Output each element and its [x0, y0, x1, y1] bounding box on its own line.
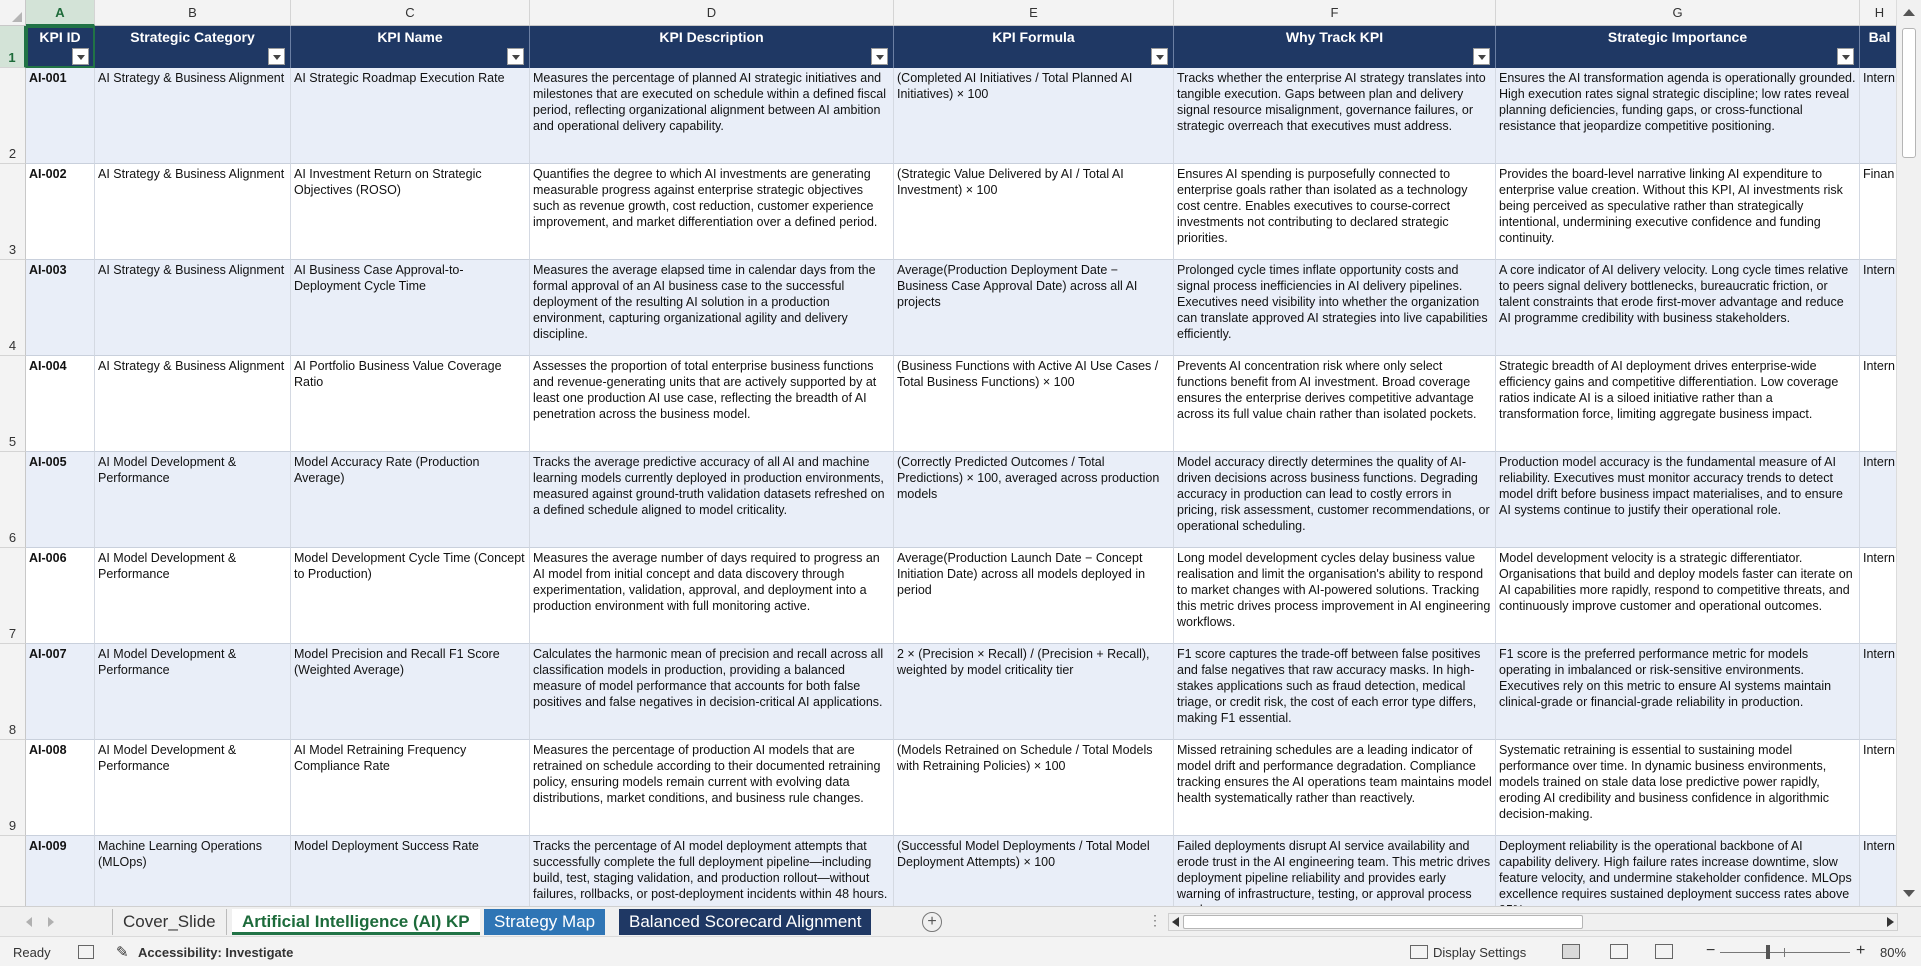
- row-header-3[interactable]: 3: [0, 164, 26, 260]
- sheet-tab-bar: [0, 906, 1921, 936]
- header-label: KPI Name: [377, 29, 443, 45]
- table-cell-description[interactable]: Measures the average elapsed time in calendar days from the formal approval of an AI business case to the successful deployment of the resulting AI solution in a production environment, capturing organizational agility and delivery discipline.: [530, 260, 894, 356]
- filter-dropdown-icon[interactable]: [268, 48, 285, 65]
- row-header-7[interactable]: 7: [0, 548, 26, 644]
- table-header-bal[interactable]: [1860, 26, 1900, 68]
- filter-dropdown-icon[interactable]: [507, 48, 524, 65]
- table-header-kpi-description[interactable]: [530, 26, 894, 68]
- normal-view-icon[interactable]: [1562, 944, 1580, 959]
- row-header-9[interactable]: 9: [0, 740, 26, 836]
- table-cell-perspective[interactable]: Intern: [1860, 836, 1900, 932]
- table-cell-category[interactable]: AI Strategy & Business Alignment: [95, 260, 291, 356]
- row-header-5[interactable]: 5: [0, 356, 26, 452]
- table-header-strategic-category[interactable]: [95, 26, 291, 68]
- table-cell-why[interactable]: Prolonged cycle times inflate opportunity costs and signal process inefficiencies in AI delivery pipelines. Executives need visibility into whether the organization can translate approved AI strategies into live capabilities efficiently.: [1174, 260, 1496, 356]
- table-cell-id[interactable]: AI-006: [26, 548, 95, 644]
- tab-splitter-handle[interactable]: ⋮: [1148, 912, 1162, 928]
- table-cell-description[interactable]: Tracks the percentage of AI model deployment attempts that successfully complete the full deployment pipeline—including build, test, staging validation, and production rollout—without failures, rollbacks, or post-deployment incidents within 48 hours.: [530, 836, 894, 932]
- table-cell-category[interactable]: AI Model Development & Performance: [95, 644, 291, 740]
- scroll-down-arrow-icon[interactable]: [1903, 890, 1915, 897]
- table-cell-perspective[interactable]: Intern: [1860, 644, 1900, 740]
- column-header-g[interactable]: G: [1496, 0, 1860, 26]
- header-label: Strategic Category: [130, 29, 255, 45]
- header-label: KPI ID: [39, 29, 81, 45]
- table-cell-why[interactable]: Missed retraining schedules are a leading indicator of model drift and performance degradation. Compliance tracking ensures the AI operations team maintains model health systematically rather than reactively.: [1174, 740, 1496, 836]
- table-cell-importance[interactable]: F1 score is the preferred performance metric for models operating in imbalanced or risk-sensitive environments. Executives rely on this metric to ensure AI systems maintain clinical-grade or financial-grade reliability in production.: [1496, 644, 1860, 740]
- table-cell-perspective[interactable]: Finan: [1860, 164, 1900, 260]
- scroll-up-arrow-icon[interactable]: [1903, 9, 1915, 16]
- table-cell-perspective[interactable]: Intern: [1860, 260, 1900, 356]
- table-cell-name[interactable]: AI Strategic Roadmap Execution Rate: [291, 68, 530, 164]
- table-cell-description[interactable]: Quantifies the degree to which AI investments are generating measurable progress against enterprise strategic objectives such as revenue growth, cost reduction, customer experience improvement, and market differentiation over a defined period.: [530, 164, 894, 260]
- table-cell-why[interactable]: Prevents AI concentration risk where only select functions benefit from AI investment. Broad coverage ensures the enterprise derives competitive advantage across its full value chain rather than isolated pockets.: [1174, 356, 1496, 452]
- table-cell-id[interactable]: AI-001: [26, 68, 95, 164]
- table-cell-perspective[interactable]: Intern: [1860, 68, 1900, 164]
- table-cell-id[interactable]: AI-004: [26, 356, 95, 452]
- table-cell-formula[interactable]: Average(Production Launch Date − Concept Initiation Date) across all models deployed in period: [894, 548, 1174, 644]
- header-label: Strategic Importance: [1607, 29, 1748, 45]
- table-cell-formula[interactable]: (Correctly Predicted Outcomes / Total Predictions) × 100, averaged across production models: [894, 452, 1174, 548]
- table-cell-category[interactable]: Machine Learning Operations (MLOps): [95, 836, 291, 932]
- table-cell-category[interactable]: AI Model Development & Performance: [95, 548, 291, 644]
- table-cell-id[interactable]: AI-005: [26, 452, 95, 548]
- table-header-why-track-kpi[interactable]: [1174, 26, 1496, 68]
- scroll-right-arrow-icon[interactable]: [1887, 917, 1894, 927]
- vertical-scrollbar[interactable]: [1896, 0, 1921, 906]
- table-cell-name[interactable]: AI Model Retraining Frequency Compliance Rate: [291, 740, 530, 836]
- table-cell-perspective[interactable]: Intern: [1860, 452, 1900, 548]
- table-cell-name[interactable]: Model Accuracy Rate (Production Average): [291, 452, 530, 548]
- zoom-out-button[interactable]: −: [1706, 942, 1716, 959]
- table-cell-category[interactable]: AI Model Development & Performance: [95, 740, 291, 836]
- table-cell-formula[interactable]: (Strategic Value Delivered by AI / Total AI Investment) × 100: [894, 164, 1174, 260]
- table-cell-description[interactable]: Measures the percentage of production AI models that are retrained on schedule according to their documented retraining policy, ensuring models remain current with evolving data distributions, market conditions, and business rule changes.: [530, 740, 894, 836]
- sheet-tab-cover-slide[interactable]: Cover_Slide: [112, 909, 227, 935]
- table-cell-category[interactable]: AI Model Development & Performance: [95, 452, 291, 548]
- table-cell-perspective[interactable]: Intern: [1860, 548, 1900, 644]
- page-break-preview-icon[interactable]: [1655, 944, 1673, 959]
- zoom-level[interactable]: 80%: [1880, 945, 1907, 960]
- column-header-b[interactable]: B: [95, 0, 291, 26]
- display-settings-button[interactable]: Display Settings: [1433, 945, 1527, 960]
- row-header-4[interactable]: 4: [0, 260, 26, 356]
- table-cell-importance[interactable]: A core indicator of AI delivery velocity. Long cycle times relative to peers signal delivery bottlenecks, bureaucratic friction, or talent constraints that erode first-mover advantage and reduce AI programme credibility with business stakeholders.: [1496, 260, 1860, 356]
- table-cell-name[interactable]: Model Development Cycle Time (Concept to Production): [291, 548, 530, 644]
- select-all-corner[interactable]: [0, 0, 26, 26]
- column-header-h[interactable]: H: [1860, 0, 1900, 26]
- sheet-tab-balanced-scorecard[interactable]: Balanced Scorecard Alignment: [619, 909, 871, 935]
- table-cell-perspective[interactable]: Intern: [1860, 356, 1900, 452]
- table-cell-importance[interactable]: Systematic retraining is essential to sustaining model performance over time. In dynamic business environments, models trained on stale data lose predictive power rapidly, eroding AI credibility and business confidence in algorithmic decision-making.: [1496, 740, 1860, 836]
- table-cell-id[interactable]: AI-007: [26, 644, 95, 740]
- table-cell-importance[interactable]: Ensures the AI transformation agenda is operationally grounded. High execution rates signal strategic discipline; low rates reveal planning deficiencies, funding gaps, or cross-functional resistance that jeopardize competitive positioning.: [1496, 68, 1860, 164]
- row-header-2[interactable]: 2: [0, 68, 26, 164]
- table-cell-why[interactable]: Failed deployments disrupt AI service availability and erode trust in the AI engineering team. This metric drives deployment pipeline reliability and provides early warning of infrastructure, testing, or approval process: [1174, 836, 1496, 932]
- row-header-8[interactable]: 8: [0, 644, 26, 740]
- table-cell-why[interactable]: Model accuracy directly determines the quality of AI-driven decisions across business functions. Degrading accuracy in production can lead to costly errors in pricing, risk assessment, customer recommendations, or operational scheduling.: [1174, 452, 1496, 548]
- filter-dropdown-icon[interactable]: [1837, 48, 1854, 65]
- row-header-6[interactable]: 6: [0, 452, 26, 548]
- table-cell-importance[interactable]: Production model accuracy is the fundamental measure of AI reliability. Executives must monitor accuracy trends to detect model drift before business impact materialises, and to ensure AI systems continue to justify their operational role.: [1496, 452, 1860, 548]
- table-cell-why[interactable]: F1 score captures the trade-off between false positives and false negatives that raw accuracy masks. In high-stakes applications such as fraud detection, medical triage, or credit risk, the cost of each error type differs, making F1 essential.: [1174, 644, 1496, 740]
- plus-circle-icon[interactable]: +: [922, 912, 942, 932]
- table-cell-formula[interactable]: (Models Retrained on Schedule / Total Models with Retraining Policies) × 100: [894, 740, 1174, 836]
- header-label: KPI Description: [659, 29, 764, 45]
- table-cell-why[interactable]: Tracks whether the enterprise AI strategy translates into tangible execution. Gaps between plan and delivery signal resource misalignment, governance failures, or strategic overreach that executives must address.: [1174, 68, 1496, 164]
- column-header-e[interactable]: E: [894, 0, 1174, 26]
- table-cell-importance[interactable]: Strategic breadth of AI deployment drives enterprise-wide efficiency gains and competitive differentiation. Low coverage ratios indicate AI is a siloed initiative rather than a transformation force, limiting aggregate business impact.: [1496, 356, 1860, 452]
- row-header-1[interactable]: 1: [0, 26, 26, 68]
- table-cell-description[interactable]: Tracks the average predictive accuracy of all AI and machine learning models currently deployed in production environments, measured against ground-truth validation datasets refreshed on a defined schedule aligned to model criticality.: [530, 452, 894, 548]
- filter-dropdown-icon[interactable]: [1151, 48, 1168, 65]
- vertical-scroll-thumb[interactable]: [1902, 28, 1916, 158]
- horizontal-scrollbar[interactable]: [1168, 913, 1898, 931]
- column-header-d[interactable]: D: [530, 0, 894, 26]
- table-cell-name[interactable]: AI Investment Return on Strategic Objectives (ROSO): [291, 164, 530, 260]
- table-cell-formula[interactable]: Average(Production Deployment Date − Business Case Approval Date) across all AI projects: [894, 260, 1174, 356]
- status-ready: Ready: [13, 945, 51, 960]
- table-cell-importance[interactable]: Provides the board-level narrative linking AI expenditure to enterprise value creation. Without this KPI, AI investments risk being perceived as speculative rather than strategically intentional, undermining executive confidence and funding continuity.: [1496, 164, 1860, 260]
- table-cell-id[interactable]: AI-009: [26, 836, 95, 932]
- page-layout-icon[interactable]: [1610, 944, 1628, 959]
- table-cell-id[interactable]: AI-002: [26, 164, 95, 260]
- table-cell-name[interactable]: AI Portfolio Business Value Coverage Ratio: [291, 356, 530, 452]
- table-header-kpi-id[interactable]: [26, 26, 95, 68]
- accessibility-status[interactable]: Accessibility: Investigate: [138, 945, 294, 960]
- next-sheet-arrow-icon[interactable]: [48, 917, 54, 927]
- filter-dropdown-icon[interactable]: [1473, 48, 1490, 65]
- table-cell-importance[interactable]: Model development velocity is a strategic differentiator. Organisations that build and deploy models faster can iterate on AI capabilities more rapidly, respond to competitive threats, and continuously improve customer and operational outcomes.: [1496, 548, 1860, 644]
- sheet-tab-strategy-map[interactable]: Strategy Map: [484, 909, 605, 935]
- scroll-left-arrow-icon[interactable]: [1172, 917, 1179, 927]
- accessibility-icon: ✎: [116, 944, 129, 961]
- table-cell-formula[interactable]: 2 × (Precision × Recall) / (Precision + Recall), weighted by model criticality tier: [894, 644, 1174, 740]
- table-cell-id[interactable]: AI-003: [26, 260, 95, 356]
- header-label: Bal: [1868, 29, 1891, 45]
- display-settings-icon: [1410, 945, 1428, 959]
- table-cell-name[interactable]: Model Precision and Recall F1 Score (Weighted Average): [291, 644, 530, 740]
- table-cell-why[interactable]: Long model development cycles delay business value realisation and limit the organisation's ability to respond to market changes with AI-powered solutions. Tracking this metric drives process improvement in AI engineering workflows.: [1174, 548, 1496, 644]
- column-header-c[interactable]: C: [291, 0, 530, 26]
- table-cell-description[interactable]: Measures the percentage of planned AI strategic initiatives and milestones that are executed on schedule within a defined fiscal period, reflecting organizational alignment between AI ambition and operational delivery capability.: [530, 68, 894, 164]
- filter-dropdown-icon[interactable]: [72, 48, 89, 65]
- table-cell-category[interactable]: AI Strategy & Business Alignment: [95, 164, 291, 260]
- table-cell-description[interactable]: Assesses the proportion of total enterprise business functions and revenue-generating units that are actively supported by at least one production AI use case, reflecting the breadth of AI penetration across the business model.: [530, 356, 894, 452]
- sheet-tab-ai-kpi[interactable]: Artificial Intelligence (AI) KP: [232, 909, 480, 935]
- zoom-slider-center-mark: [1784, 948, 1785, 957]
- macro-record-icon[interactable]: [78, 945, 94, 959]
- table-cell-formula[interactable]: (Successful Model Deployments / Total Model Deployment Attempts) × 100: [894, 836, 1174, 932]
- table-cell-description[interactable]: Measures the average number of days required to progress an AI model from initial concept and data discovery through experimentation, validation, approval, and deployment into a production environment with full monitoring active.: [530, 548, 894, 644]
- table-cell-name[interactable]: AI Business Case Approval-to-Deployment Cycle Time: [291, 260, 530, 356]
- table-header-strategic-importance[interactable]: [1496, 26, 1860, 68]
- zoom-in-button[interactable]: +: [1856, 942, 1866, 959]
- table-cell-id[interactable]: AI-008: [26, 740, 95, 836]
- table-header-kpi-name[interactable]: [291, 26, 530, 68]
- table-cell-perspective[interactable]: Intern: [1860, 740, 1900, 836]
- header-label: Why Track KPI: [1285, 29, 1384, 45]
- table-cell-why[interactable]: Ensures AI spending is purposefully connected to enterprise goals rather than isolated as a technology cost centre. Enables executives to course-correct investments not contributing to declared strategic priorities.: [1174, 164, 1496, 260]
- table-cell-description[interactable]: Calculates the harmonic mean of precision and recall across all classification models in production, providing a balanced measure of model performance that accounts for both false positives and false negatives in decision-critical AI applications.: [530, 644, 894, 740]
- table-cell-formula[interactable]: (Completed AI Initiatives / Total Planned AI Initiatives) × 100: [894, 68, 1174, 164]
- zoom-slider-track[interactable]: [1720, 952, 1850, 953]
- table-cell-category[interactable]: AI Strategy & Business Alignment: [95, 68, 291, 164]
- column-header-a[interactable]: A: [26, 0, 95, 26]
- zoom-slider-thumb[interactable]: [1766, 945, 1770, 959]
- table-cell-category[interactable]: AI Strategy & Business Alignment: [95, 356, 291, 452]
- previous-sheet-arrow-icon[interactable]: [26, 917, 32, 927]
- table-header-kpi-formula[interactable]: [894, 26, 1174, 68]
- header-label: KPI Formula: [992, 29, 1075, 45]
- table-cell-name[interactable]: Model Deployment Success Rate: [291, 836, 530, 932]
- filter-dropdown-icon[interactable]: [871, 48, 888, 65]
- table-cell-formula[interactable]: (Business Functions with Active AI Use Cases / Total Business Functions) × 100: [894, 356, 1174, 452]
- table-cell-importance[interactable]: Deployment reliability is the operational backbone of AI capability delivery. High failure rates increase downtime, slow feature velocity, and undermine stakeholder confidence. MLOps excellence requires sustained deployment success rates above: [1496, 836, 1860, 932]
- status-bar: [0, 936, 1921, 966]
- horizontal-scroll-thumb[interactable]: [1183, 915, 1583, 929]
- column-header-f[interactable]: F: [1174, 0, 1496, 26]
